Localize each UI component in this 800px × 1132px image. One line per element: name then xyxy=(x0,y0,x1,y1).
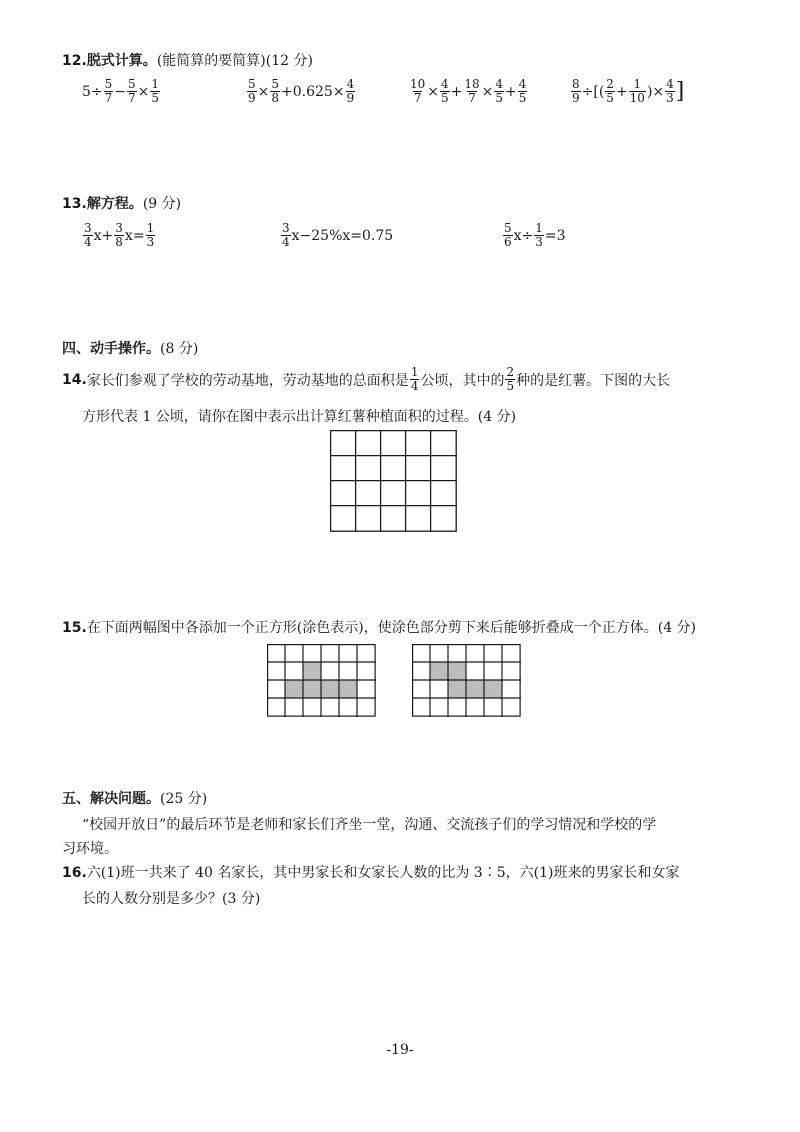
q14-text-line-1: 14. 家长们参观了学校的劳动基地，劳动基地的总面积是 $\frac{1}{4}$ 公顷，其中的 $\frac{2}{5}$ 种的是红薯。下图的大长 xyxy=(62,365,671,393)
q12-expression-4: $\frac{8}{9}$ ÷[( $\frac{2}{5}$ + $\frac{1}{10}$ )× $\frac{4}{3}$ ] xyxy=(572,77,685,105)
q16-number: 16. xyxy=(62,865,87,881)
q13-equation-3: $\frac{5}{6}$ x÷ $\frac{1}{3}$ =3 xyxy=(504,221,566,249)
q14-number: 14. xyxy=(62,371,87,388)
q14-rectangle-grid[interactable] xyxy=(330,430,460,532)
q12-expression-3: $\frac{10}{7}$ × $\frac{4}{5}$ + $\frac{18}{7}$ × $\frac{4}{5}$ + $\frac{4}{5}$ xyxy=(410,77,527,105)
q12-title: 脱式计算。 xyxy=(86,53,157,69)
q13-heading xyxy=(62,193,181,213)
intro-line-1: “校园开放日”的最后环节是老师和家长们齐坐一堂，沟通、交流孩子们的学习情况和学校的学 xyxy=(82,817,657,833)
page-number: -19- xyxy=(386,1042,414,1058)
q15-number: 15. xyxy=(62,620,87,636)
q12-number: 12. xyxy=(62,53,87,69)
q12-note: (能简算的要简算)(12 分) xyxy=(156,53,313,69)
q13-title: 解方程。 xyxy=(86,196,143,212)
q16-text-line-2: 长的人数分别是多少？(3 分) xyxy=(82,891,261,907)
q12-heading xyxy=(62,50,313,70)
section-5-heading: 五、解决问题。(25 分) xyxy=(62,791,208,807)
q12-expression-2: $\frac{5}{9}$ × $\frac{5}{8}$ +0.625× $\frac{4}{9}$ xyxy=(248,77,355,105)
q16-text-line-1: 16.六(1)班一共来了 40 名家长，其中男家长和女家长人数的比为 3∶5，六(1)班来的男家长和女家 xyxy=(62,865,680,881)
intro-line-2: 习环境。 xyxy=(62,841,118,857)
q15-text: 15.在下面两幅图中各添加一个正方形(涂色表示)，使涂色部分剪下来后能够折叠成一个正方体。(4 分) xyxy=(62,620,697,636)
q13-equation-1: $\frac{3}{4}$ x+ $\frac{3}{8}$ x= $\frac{1}{3}$ xyxy=(84,221,155,249)
q15-net-grid-left[interactable] xyxy=(267,644,379,722)
q14-text-line-2: 方形代表 1 公顷，请你在图中表示出计算红薯种植面积的过程。(4 分) xyxy=(82,409,517,425)
q13-number: 13. xyxy=(62,196,87,212)
q13-note: (9 分) xyxy=(142,196,182,212)
q12-expression-1: 5 ÷ $\frac{5}{7}$ − $\frac{5}{7}$ × $\frac{1}{5}$ xyxy=(82,77,160,105)
q15-net-grid-right[interactable] xyxy=(412,644,524,722)
q13-equation-2: $\frac{3}{4}$ x−25%x=0.75 xyxy=(282,221,394,249)
section-4-heading: 四、动手操作。(8 分) xyxy=(62,341,199,357)
